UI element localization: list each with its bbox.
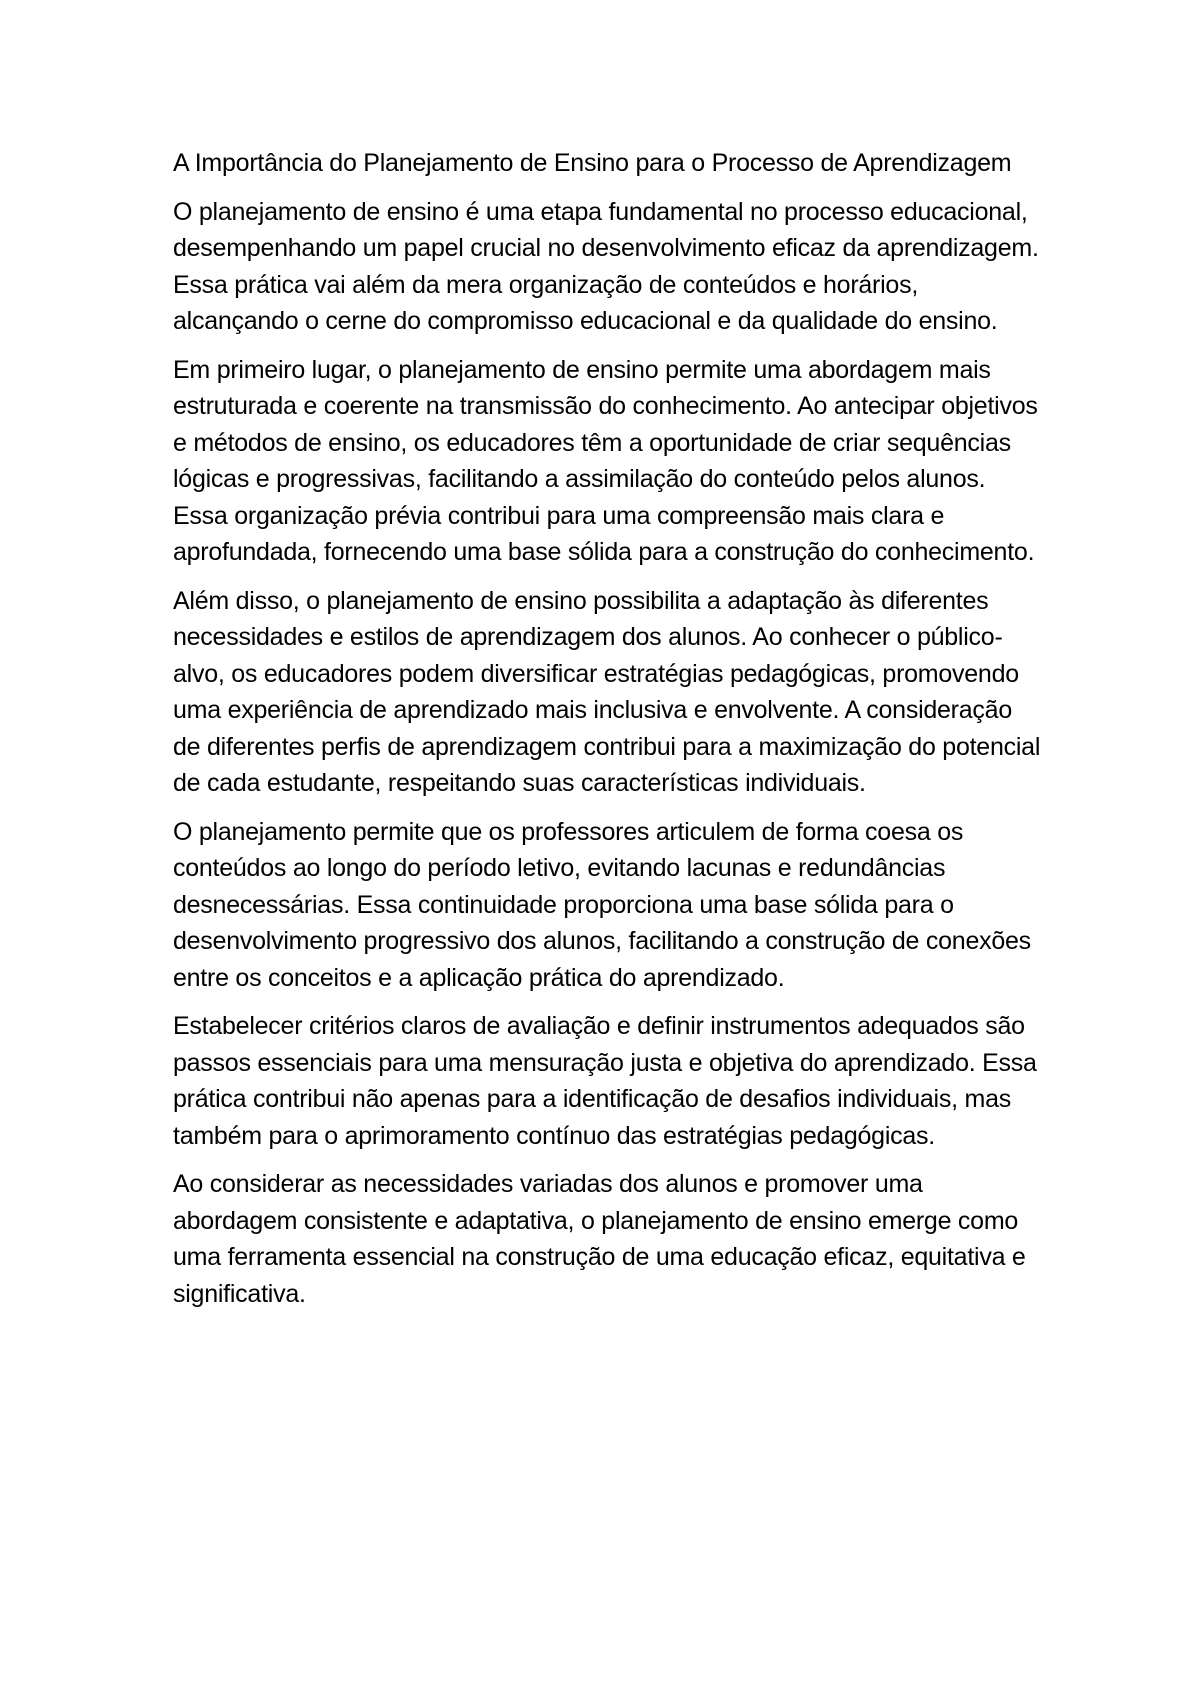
paragraph-5: Estabelecer critérios claros de avaliação e definir instrumentos adequados são passos essenciais para uma mensuração justa e objetiva do aprendizado. Essa prática contribui não apenas para a identificação de desafios individuais, mas também para o aprimoramento contínuo das estratégias pedagógicas.: [173, 1012, 1037, 1150]
paragraph-1: O planejamento de ensino é uma etapa fundamental no processo educacional, desempenhando um papel crucial no desenvolvimento eficaz da aprendizagem. Essa prática vai além da mera organização de conteúdos e horários, alcançando o cerne do compromisso educacional e da qualidade do ensino.: [173, 197, 1039, 335]
paragraph-4: O planejamento permite que os professores articulem de forma coesa os conteúdos ao longo do período letivo, evitando lacunas e redundâncias desnecessárias. Essa continuidade proporciona uma base sólida para o desenvolvimento progressivo dos alunos, facilitando a construção de conexões entre os conceitos e a aplicação prática do aprendizado.: [173, 817, 1031, 992]
document-title: A Importância do Planejamento de Ensino para o Processo de Aprendizagem: [173, 149, 1012, 177]
paragraph-6: Ao considerar as necessidades variadas dos alunos e promover uma abordagem consistente e adaptativa, o planejamento de ensino emerge como uma ferramenta essencial na construção de uma educação eficaz, equitativa e significativa.: [173, 1170, 1026, 1308]
paragraph-3: Além disso, o planejamento de ensino possibilita a adaptação às diferentes necessidades e estilos de aprendizagem dos alunos. Ao conhecer o público-alvo, os educadores podem diversificar estratégias pedagógicas, promovendo uma experiência de aprendizado mais inclusiva e envolvente. A consideração de diferentes perfis de aprendizagem contribui para a maximização do potencial de cada estudante, respeitando suas características individuais.: [173, 586, 1041, 797]
document-body: [173, 145, 1043, 1324]
paragraph-2: Em primeiro lugar, o planejamento de ensino permite uma abordagem mais estruturada e coerente na transmissão do conhecimento. Ao antecipar objetivos e métodos de ensino, os educadores têm a oportunidade de criar sequências lógicas e progressivas, facilitando a assimilação do conteúdo pelos alunos. Essa organização prévia contribui para uma compreensão mais clara e aprofundada, fornecendo uma base sólida para a construção do conhecimento.: [173, 355, 1038, 566]
